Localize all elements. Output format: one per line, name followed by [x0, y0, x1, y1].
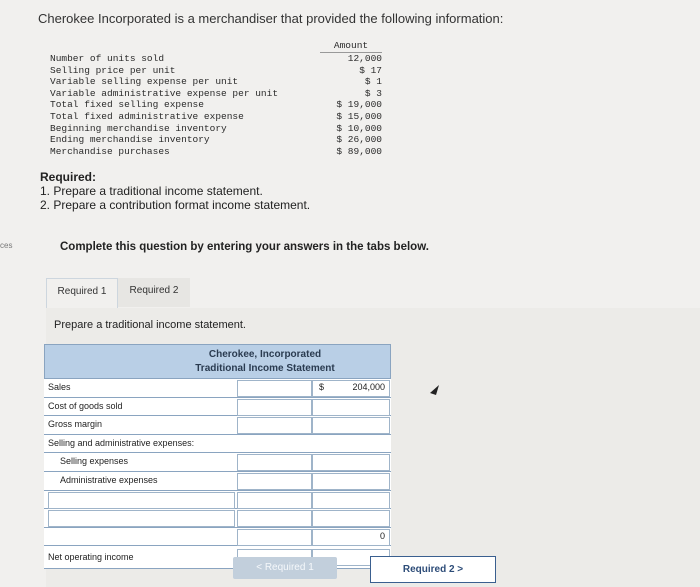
row-blank — [44, 509, 391, 528]
selling-amount-input[interactable] — [312, 454, 390, 471]
info-row: Total fixed selling expense $ 19,000 — [50, 99, 382, 111]
row-net-operating-income — [44, 546, 391, 569]
required-item: 1. Prepare a traditional income statement. — [40, 184, 263, 198]
amount-header: Amount — [320, 40, 382, 53]
row-selling-expenses — [44, 453, 391, 472]
required-block — [40, 170, 310, 212]
gross-detail-input[interactable] — [237, 417, 312, 434]
row-label: Net operating income — [48, 552, 134, 563]
income-statement — [44, 344, 391, 569]
info-row: Merchandise purchases $ 89,000 — [50, 145, 382, 157]
row-gross-margin — [44, 416, 391, 435]
required-item: 2. Prepare a contribution format income statement. — [40, 198, 311, 212]
tab-required-1[interactable]: Required 1 — [46, 278, 118, 308]
company-name: Cherokee, Incorporated — [208, 349, 322, 360]
row-label: Administrative expenses — [60, 474, 158, 485]
selling-detail-input[interactable] — [237, 454, 312, 471]
info-row: Beginning merchandise inventory $ 10,000 — [50, 122, 382, 134]
blank-amount-input[interactable] — [312, 492, 390, 509]
complete-message: Complete this question by entering your answers in the tabs below. — [60, 241, 429, 253]
row-label: Selling and administrative expenses: — [48, 437, 195, 448]
info-row: Selling price per unit $ 17 — [50, 64, 382, 76]
statement-header — [44, 344, 391, 379]
statement-title: Traditional Income Statement — [195, 363, 335, 374]
admin-amount-input[interactable] — [312, 473, 390, 490]
row-sales — [44, 379, 391, 398]
total-detail-input[interactable] — [237, 529, 312, 546]
total-amount-input[interactable] — [312, 529, 390, 546]
sales-detail-input[interactable] — [237, 380, 312, 397]
blank-amount-input[interactable] — [312, 510, 390, 527]
required-title: Required: — [40, 170, 97, 184]
blank-detail-input[interactable] — [237, 510, 312, 527]
info-row: Total fixed administrative expense $ 15,000 — [50, 110, 382, 122]
row-total-expenses — [44, 528, 391, 547]
sales-amount: 204,000 — [352, 382, 385, 392]
cogs-detail-input[interactable] — [237, 399, 312, 416]
info-row: Number of units sold 12,000 — [50, 53, 382, 64]
row-label: Sales — [48, 382, 71, 392]
info-row: Variable administrative expense per unit $ 3 — [50, 87, 382, 99]
row-cogs — [44, 398, 391, 417]
row-label: Selling expenses — [60, 456, 129, 467]
row-label: Cost of goods sold — [48, 400, 123, 411]
row-sae-heading — [44, 435, 391, 454]
mouse-cursor-icon — [428, 383, 442, 402]
blank-label-input[interactable] — [48, 510, 235, 527]
side-label: ces — [0, 241, 13, 250]
blank-detail-input[interactable] — [237, 492, 312, 509]
question-intro: Cherokee Incorporated is a merchandiser that provided the following information: — [38, 11, 504, 26]
dollar-sign: $ — [319, 382, 325, 392]
row-blank — [44, 491, 391, 510]
admin-detail-input[interactable] — [237, 473, 312, 490]
info-table — [45, 40, 400, 157]
prev-required-button[interactable]: < Required 1 — [233, 557, 337, 579]
row-admin-expenses — [44, 472, 391, 491]
next-required-button[interactable]: Required 2 > — [370, 556, 496, 583]
blank-label-input[interactable] — [48, 492, 235, 509]
info-row: Variable selling expense per unit $ 1 — [50, 76, 382, 88]
info-row: Ending merchandise inventory $ 26,000 — [50, 134, 382, 146]
tab-bar — [46, 278, 700, 309]
total-amount: 0 — [379, 530, 385, 541]
gross-amount-input[interactable] — [312, 417, 390, 434]
row-label: Gross margin — [48, 419, 103, 430]
panel-prompt: Prepare a traditional income statement. — [54, 319, 246, 331]
tab-required-2[interactable]: Required 2 — [118, 278, 190, 307]
cogs-amount-input[interactable] — [312, 399, 390, 416]
